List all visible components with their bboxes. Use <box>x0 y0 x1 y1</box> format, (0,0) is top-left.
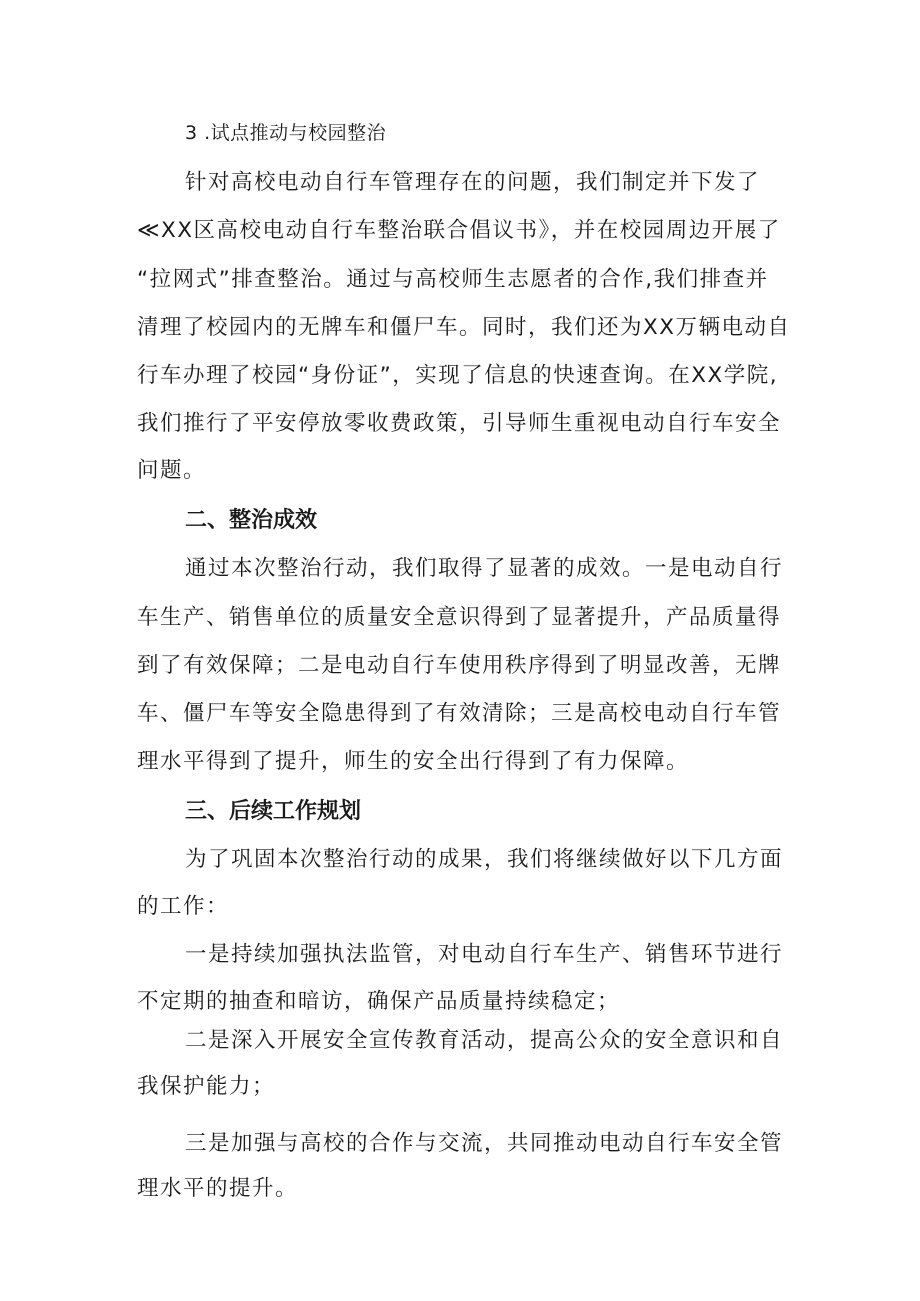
section-3-item2-line-1: 二是深入开展安全宣传教育活动，提高公众的安全意识和自 <box>185 1028 784 1053</box>
section-3-intro-line-2: 的工作： <box>137 894 230 919</box>
section-2-line-3: 到了有效保障；二是电动自行车使用秩序得到了明显改善，无牌 <box>137 653 782 678</box>
section-2-line-5: 理水平得到了提升，师生的安全出行得到了有力保障。 <box>137 749 690 774</box>
subsection-3-line-1: 针对高校电动自行车管理存在的问题，我们制定并下发了 <box>185 170 761 195</box>
section-3-item1-line-1: 一是持续加强执法监管，对电动自行车生产、销售环节进行 <box>185 942 784 967</box>
section-2-line-4: 车、僵尸车等安全隐患得到了有效清除；三是高校电动自行车管 <box>137 701 782 726</box>
subsection-3-line-5: 行车办理了校园“身份证”，实现了信息的快速查询。在XX学院, <box>137 363 779 388</box>
section-3-intro-line-1: 为了巩固本次整治行动的成果，我们将继续做好以下几方面 <box>185 847 784 872</box>
subsection-3-line-3: “拉网式”排查整治。通过与高校师生志愿者的合作,我们排查并 <box>137 267 769 292</box>
section-3-item3-line-1: 三是加强与高校的合作与交流，共同推动电动自行车安全管 <box>185 1131 784 1156</box>
subsection-3-line-4: 清理了校园内的无牌车和僵尸车。同时，我们还为XX万辆电动自 <box>137 315 791 340</box>
section-3-heading: 三、后续工作规划 <box>185 799 362 824</box>
subsection-3-line-7: 问题。 <box>137 458 207 483</box>
section-2-line-2: 车生产、销售单位的质量安全意识得到了显著提升，产品质量得 <box>137 605 782 630</box>
subsection-3-line-2: ≪XX区高校电动自行车整治联合倡议书》，并在校园周边开展了 <box>137 218 781 243</box>
section-3-item3-line-2: 理水平的提升。 <box>137 1176 299 1201</box>
section-2-heading: 二、整治成效 <box>185 508 318 533</box>
section-3-item2-line-2: 我保护能力； <box>137 1074 276 1099</box>
section-2-line-1: 通过本次整治行动，我们取得了显著的成效。一是电动自行 <box>185 556 784 581</box>
subsection-3-title: 3 .试点推动与校园整治 <box>185 122 387 144</box>
section-3-item1-line-2: 不定期的抽查和暗访，确保产品质量持续稳定； <box>137 989 621 1014</box>
subsection-3-line-6: 我们推行了平安停放零收费政策，引导师生重视电动自行车安全 <box>137 411 782 436</box>
